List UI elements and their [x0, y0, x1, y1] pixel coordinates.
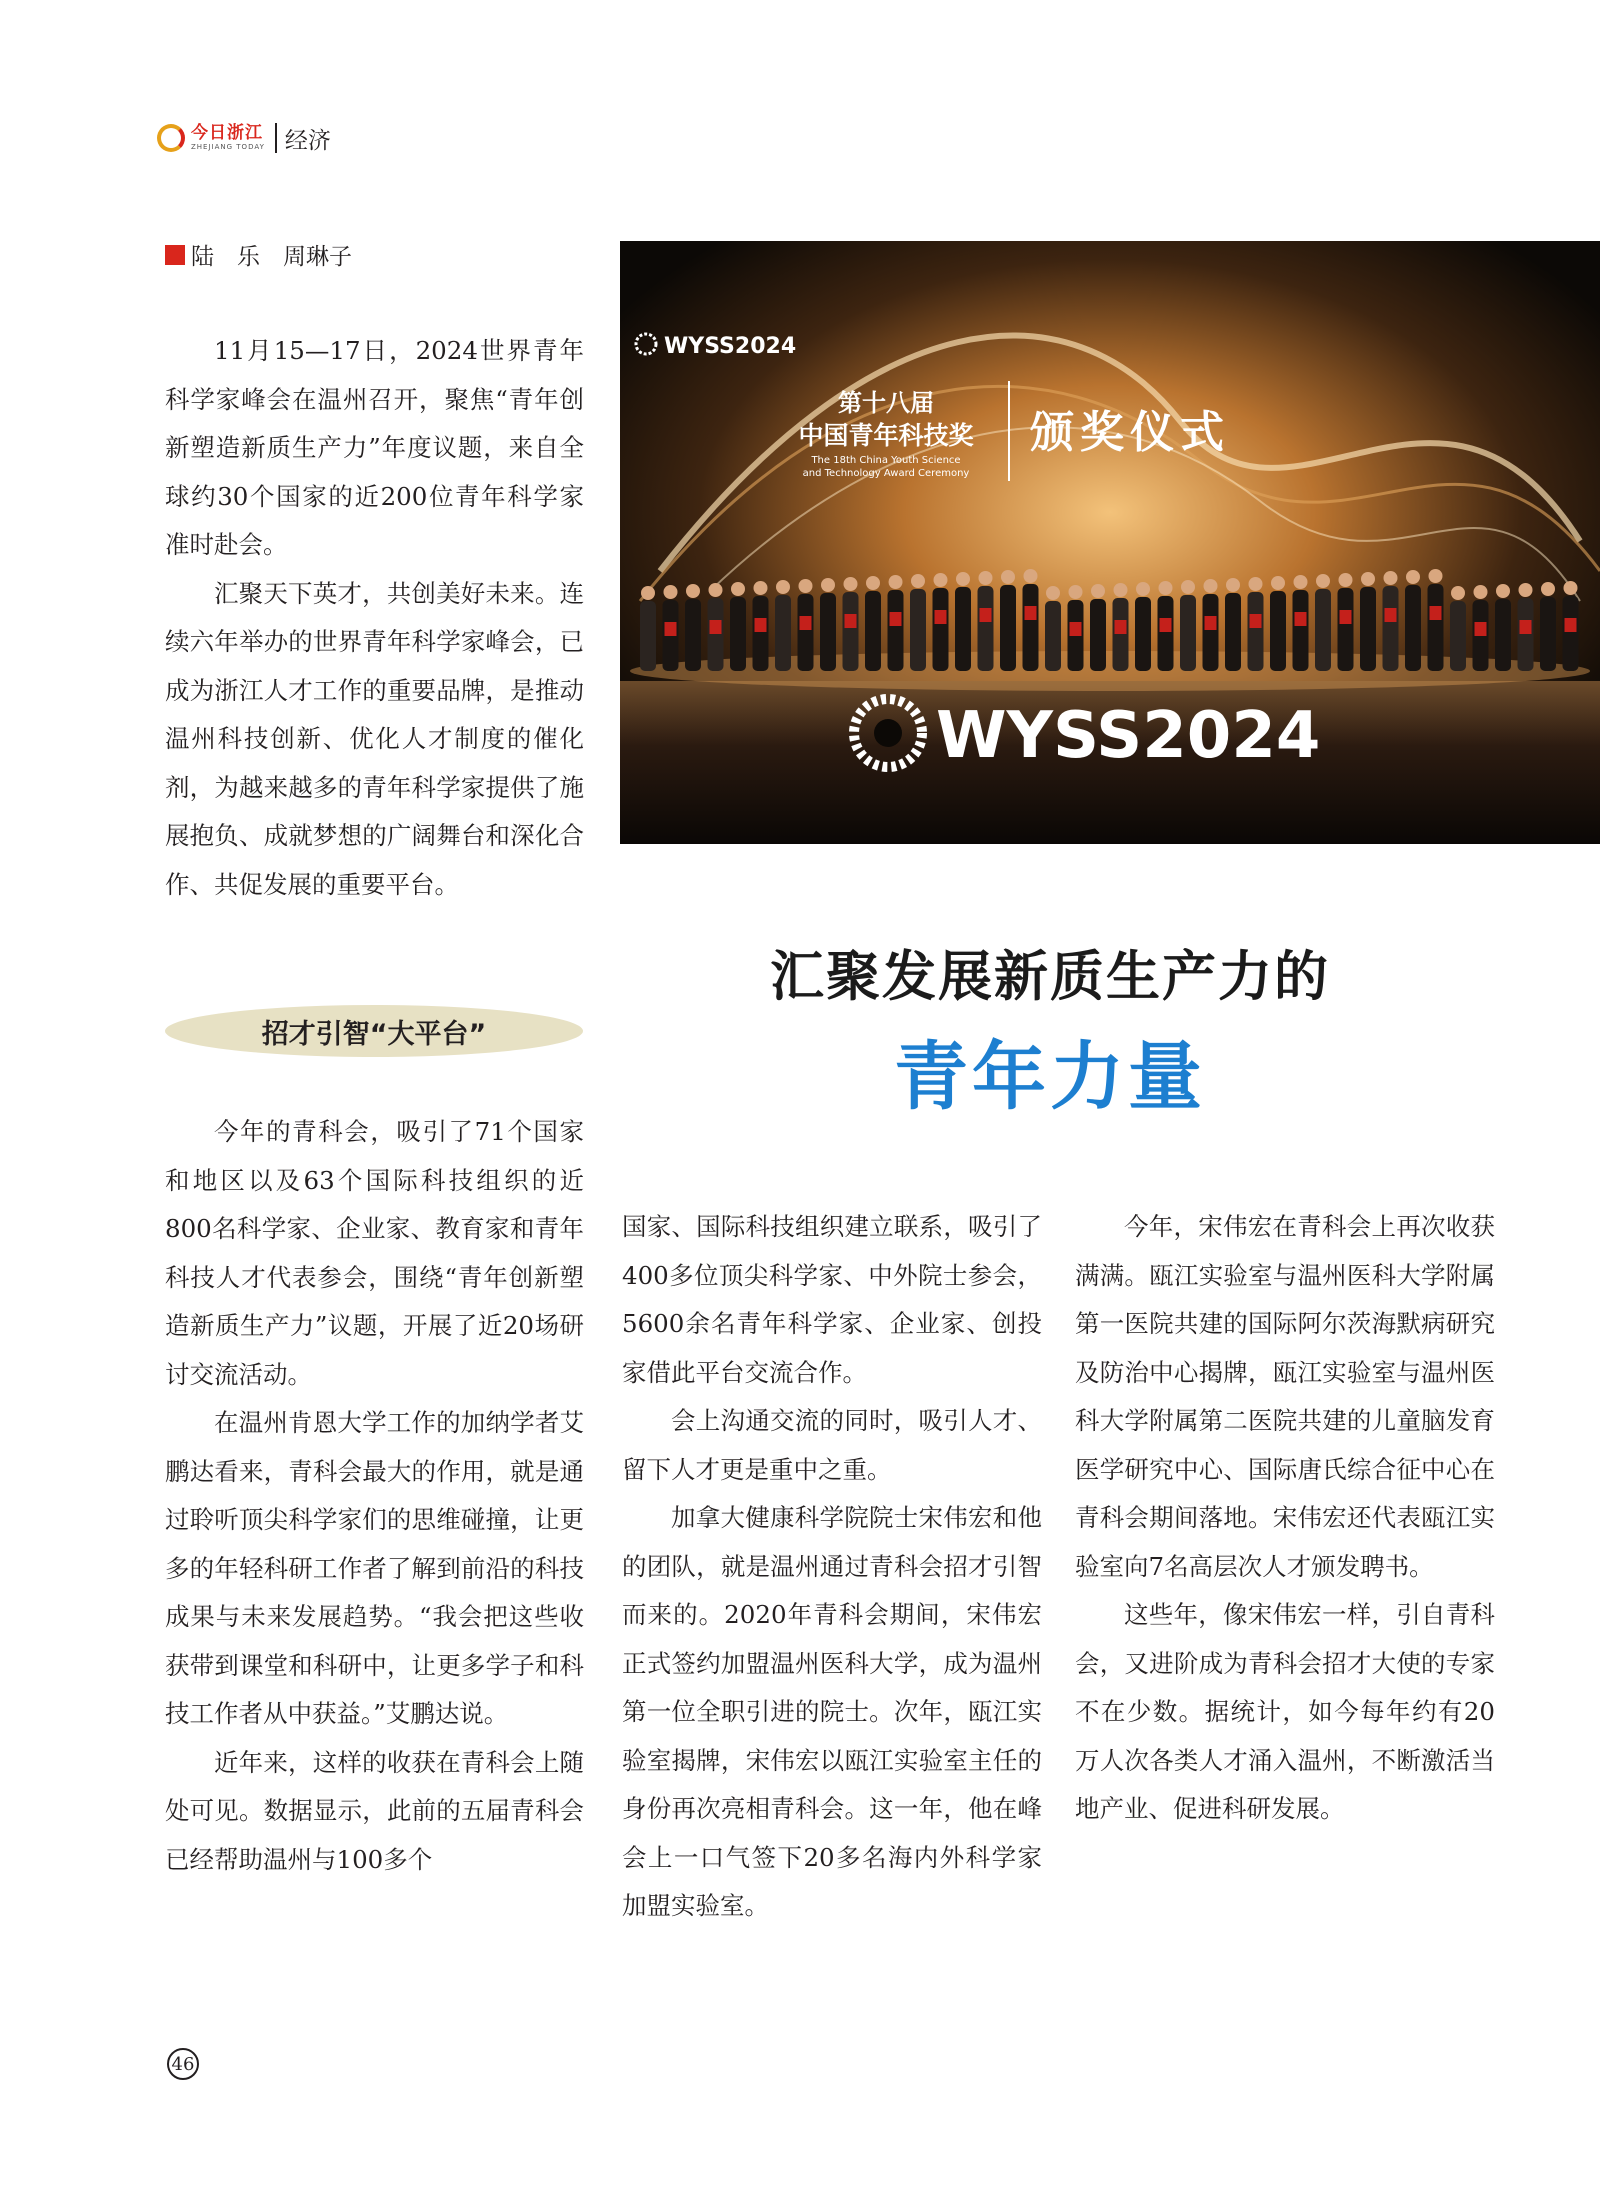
paragraph: 会上沟通交流的同时，吸引人才、留下人才更是重中之重。	[622, 1406, 1042, 1484]
person-head	[1069, 585, 1083, 599]
person-silhouette	[1405, 585, 1421, 671]
person-head	[1451, 586, 1465, 600]
column-2	[622, 1203, 1042, 1931]
certificate-icon	[1295, 612, 1307, 626]
person-silhouette	[1450, 601, 1466, 671]
section-label: 经济	[284, 127, 331, 154]
logo-chinese: 今日浙江	[191, 123, 263, 143]
person-silhouette	[865, 591, 881, 671]
header-divider	[275, 123, 277, 153]
certificate-icon	[1520, 620, 1532, 634]
person-head	[1181, 580, 1195, 594]
award-title-en2: and Technology Award Ceremony	[802, 468, 970, 479]
person-head	[821, 578, 835, 592]
award-title-en1: The 18th China Youth Science	[811, 455, 961, 466]
person-silhouette	[1113, 598, 1129, 671]
certificate-icon	[890, 612, 902, 626]
person-head	[1249, 577, 1263, 591]
certificate-icon	[980, 608, 992, 622]
person-head	[1519, 583, 1533, 597]
person-silhouette	[1495, 599, 1511, 671]
paragraph: 近年来，这样的收获在青科会上随处可见。数据显示，此前的五届青科会已经帮助温州与100多个	[165, 1747, 584, 1874]
author-names: 陆 乐 周琳子	[191, 244, 352, 270]
person-head	[1046, 586, 1060, 600]
certificate-icon	[1070, 622, 1082, 636]
person-head	[1429, 569, 1443, 583]
person-silhouette	[910, 589, 926, 671]
person-silhouette	[730, 597, 746, 671]
paragraph: 在温州肯恩大学工作的加纳学者艾鹏达看来，青科会最大的作用，就是通过聆听顶尖科学家们的思维碰撞，让更多的年轻科研工作者了解到前沿的科技成果与未来发展趋势。“我会把这些收获带到课堂和科研中，让更多学子和科技工作者从中获益。”艾鹏达说。	[165, 1408, 584, 1728]
certificate-icon	[935, 610, 947, 624]
certificate-icon	[1160, 618, 1172, 632]
person-silhouette	[843, 592, 859, 671]
person-silhouette	[1045, 601, 1061, 671]
person-head	[1474, 585, 1488, 599]
person-silhouette	[1428, 584, 1444, 671]
person-head	[1541, 582, 1555, 596]
certificate-icon	[755, 618, 767, 632]
wyss-small-logo-text: WYSS2024	[664, 334, 797, 359]
column-3	[1075, 1203, 1495, 1834]
person-head	[686, 584, 700, 598]
person-silhouette	[1135, 597, 1151, 671]
page-header	[157, 118, 331, 158]
person-head	[754, 581, 768, 595]
person-head	[1496, 584, 1510, 598]
person-silhouette	[1518, 598, 1534, 671]
certificate-icon	[1340, 610, 1352, 624]
person-head	[934, 573, 948, 587]
person-silhouette	[820, 593, 836, 671]
person-silhouette	[1360, 587, 1376, 671]
person-head	[1226, 578, 1240, 592]
paragraph-continued: 国家、国际科技组织建立联系，吸引了400多位顶尖科学家、中外院士参会，5600余名青年科学家、企业家、创投家借此平台交流合作。	[622, 1212, 1042, 1387]
person-head	[1159, 581, 1173, 595]
person-head	[1136, 582, 1150, 596]
person-head	[979, 571, 993, 585]
person-head	[1361, 572, 1375, 586]
column-1-bottom	[165, 1108, 584, 1884]
person-head	[799, 579, 813, 593]
person-head	[641, 586, 655, 600]
person-head	[1406, 570, 1420, 584]
person-silhouette	[1383, 586, 1399, 671]
certificate-icon	[1250, 614, 1262, 628]
person-head	[1316, 574, 1330, 588]
person-silhouette	[775, 595, 791, 671]
person-head	[1294, 575, 1308, 589]
person-silhouette	[1225, 593, 1241, 671]
certificate-icon	[800, 616, 812, 630]
person-head	[911, 574, 925, 588]
person-silhouette	[1023, 584, 1039, 671]
paragraph: 这些年，像宋伟宏一样，引自青科会，又进阶成为青科会招才大使的专家不在少数。据统计，如今每年约有20万人次各类人才涌入温州，不断激活当地产业、促进科研发展。	[1075, 1600, 1495, 1823]
page-number: 46	[167, 2048, 199, 2080]
person-silhouette	[933, 588, 949, 671]
person-silhouette	[798, 594, 814, 671]
person-silhouette	[1158, 596, 1174, 671]
person-head	[1384, 571, 1398, 585]
paragraph: 加拿大健康科学院院士宋伟宏和他的团队，就是温州通过青科会招才引智而来的。2020年青科会期间，宋伟宏正式签约加盟温州医科大学，成为温州第一位全职引进的院士。次年，瓯江实验室揭牌，宋伟宏以瓯江实验室主任的身份再次亮相青科会。这一年，他在峰会上一口气签下20多名海内外科学家加盟实验室。	[622, 1503, 1042, 1920]
certificate-icon	[1430, 606, 1442, 620]
person-head	[1204, 579, 1218, 593]
certificate-icon	[845, 614, 857, 628]
ceremony-photo-illustration	[620, 241, 1600, 844]
award-divider	[1008, 381, 1010, 481]
person-head	[1339, 573, 1353, 587]
person-head	[731, 582, 745, 596]
paragraph: 今年的青科会，吸引了71个国家和地区以及63个国际科技组织的近800名科学家、企业家、教育家和青年科技人才代表参会，围绕“青年创新塑造新质生产力”议题，开展了近20场研讨交流活动。	[165, 1117, 584, 1389]
person-head	[709, 583, 723, 597]
person-head	[844, 577, 858, 591]
logo	[191, 125, 265, 151]
column-1-top	[165, 327, 584, 909]
person-head	[1114, 583, 1128, 597]
person-head	[1091, 584, 1105, 598]
certificate-icon	[665, 622, 677, 636]
award-title-line1: 第十八届	[838, 389, 934, 417]
certificate-icon	[1475, 622, 1487, 636]
ceremony-title: 颁奖仪式	[1030, 407, 1230, 458]
person-head	[1024, 569, 1038, 583]
person-silhouette	[1248, 592, 1264, 671]
person-silhouette	[1315, 589, 1331, 671]
person-head	[1001, 570, 1015, 584]
zhejiang-today-logo-icon	[157, 124, 185, 152]
byline	[165, 238, 352, 271]
person-head	[956, 572, 970, 586]
paragraph: 今年，宋伟宏在青科会上再次收获满满。瓯江实验室与温州医科大学附属第一医院共建的国际阿尔茨海默病研究及防治中心揭牌，瓯江实验室与温州医科大学附属第二医院共建的儿童脑发育医学研究中心、国际唐氏综合征中心在青科会期间落地。宋伟宏还代表瓯江实验室向7名高层次人才颁发聘书。	[1075, 1212, 1495, 1581]
person-silhouette	[978, 586, 994, 671]
wyss-large-logo-text: WYSS2024	[936, 699, 1321, 773]
person-head	[1271, 576, 1285, 590]
person-silhouette	[1270, 591, 1286, 671]
certificate-icon	[1385, 608, 1397, 622]
paragraph: 11月15—17日，2024世界青年科学家峰会在温州召开，聚焦“青年创新塑造新质生产力”年度议题，来自全球约30个国家的近200位青年科学家准时赴会。	[165, 336, 584, 559]
headline-line1: 汇聚发展新质生产力的	[770, 944, 1330, 1008]
person-silhouette	[708, 598, 724, 671]
award-title-line2: 中国青年科技奖	[798, 421, 974, 450]
certificate-icon	[1565, 618, 1577, 632]
logo-english: ZHEJIANG TODAY	[191, 143, 265, 151]
person-silhouette	[640, 601, 656, 671]
person-head	[866, 576, 880, 590]
person-head	[776, 580, 790, 594]
person-head	[1564, 581, 1578, 595]
certificate-icon	[1205, 616, 1217, 630]
person-silhouette	[1563, 596, 1579, 671]
person-head	[664, 585, 678, 599]
red-square-icon	[165, 245, 185, 265]
certificate-icon	[1025, 606, 1037, 620]
person-silhouette	[1293, 590, 1309, 671]
person-silhouette	[888, 590, 904, 671]
person-silhouette	[753, 596, 769, 671]
headline-line2: 青年力量	[894, 1034, 1206, 1120]
section-subhead: 招才引智“大平台”	[165, 1005, 583, 1057]
person-silhouette	[1090, 599, 1106, 671]
paragraph: 汇聚天下英才，共创美好未来。连续六年举办的世界青年科学家峰会，已成为浙江人才工作的重要品牌，是推动温州科技创新、优化人才制度的催化剂，为越来越多的青年科学家提供了施展抱负、成就梦想的广阔舞台和深化合作、共促发展的重要平台。	[165, 578, 584, 899]
certificate-icon	[1115, 620, 1127, 634]
person-silhouette	[1203, 594, 1219, 671]
person-silhouette	[955, 587, 971, 671]
person-silhouette	[1338, 588, 1354, 671]
person-silhouette	[1180, 595, 1196, 671]
person-head	[889, 575, 903, 589]
person-silhouette	[1000, 585, 1016, 671]
certificate-icon	[710, 620, 722, 634]
person-silhouette	[1540, 597, 1556, 671]
person-silhouette	[685, 599, 701, 671]
ceremony-photo	[620, 241, 1600, 844]
